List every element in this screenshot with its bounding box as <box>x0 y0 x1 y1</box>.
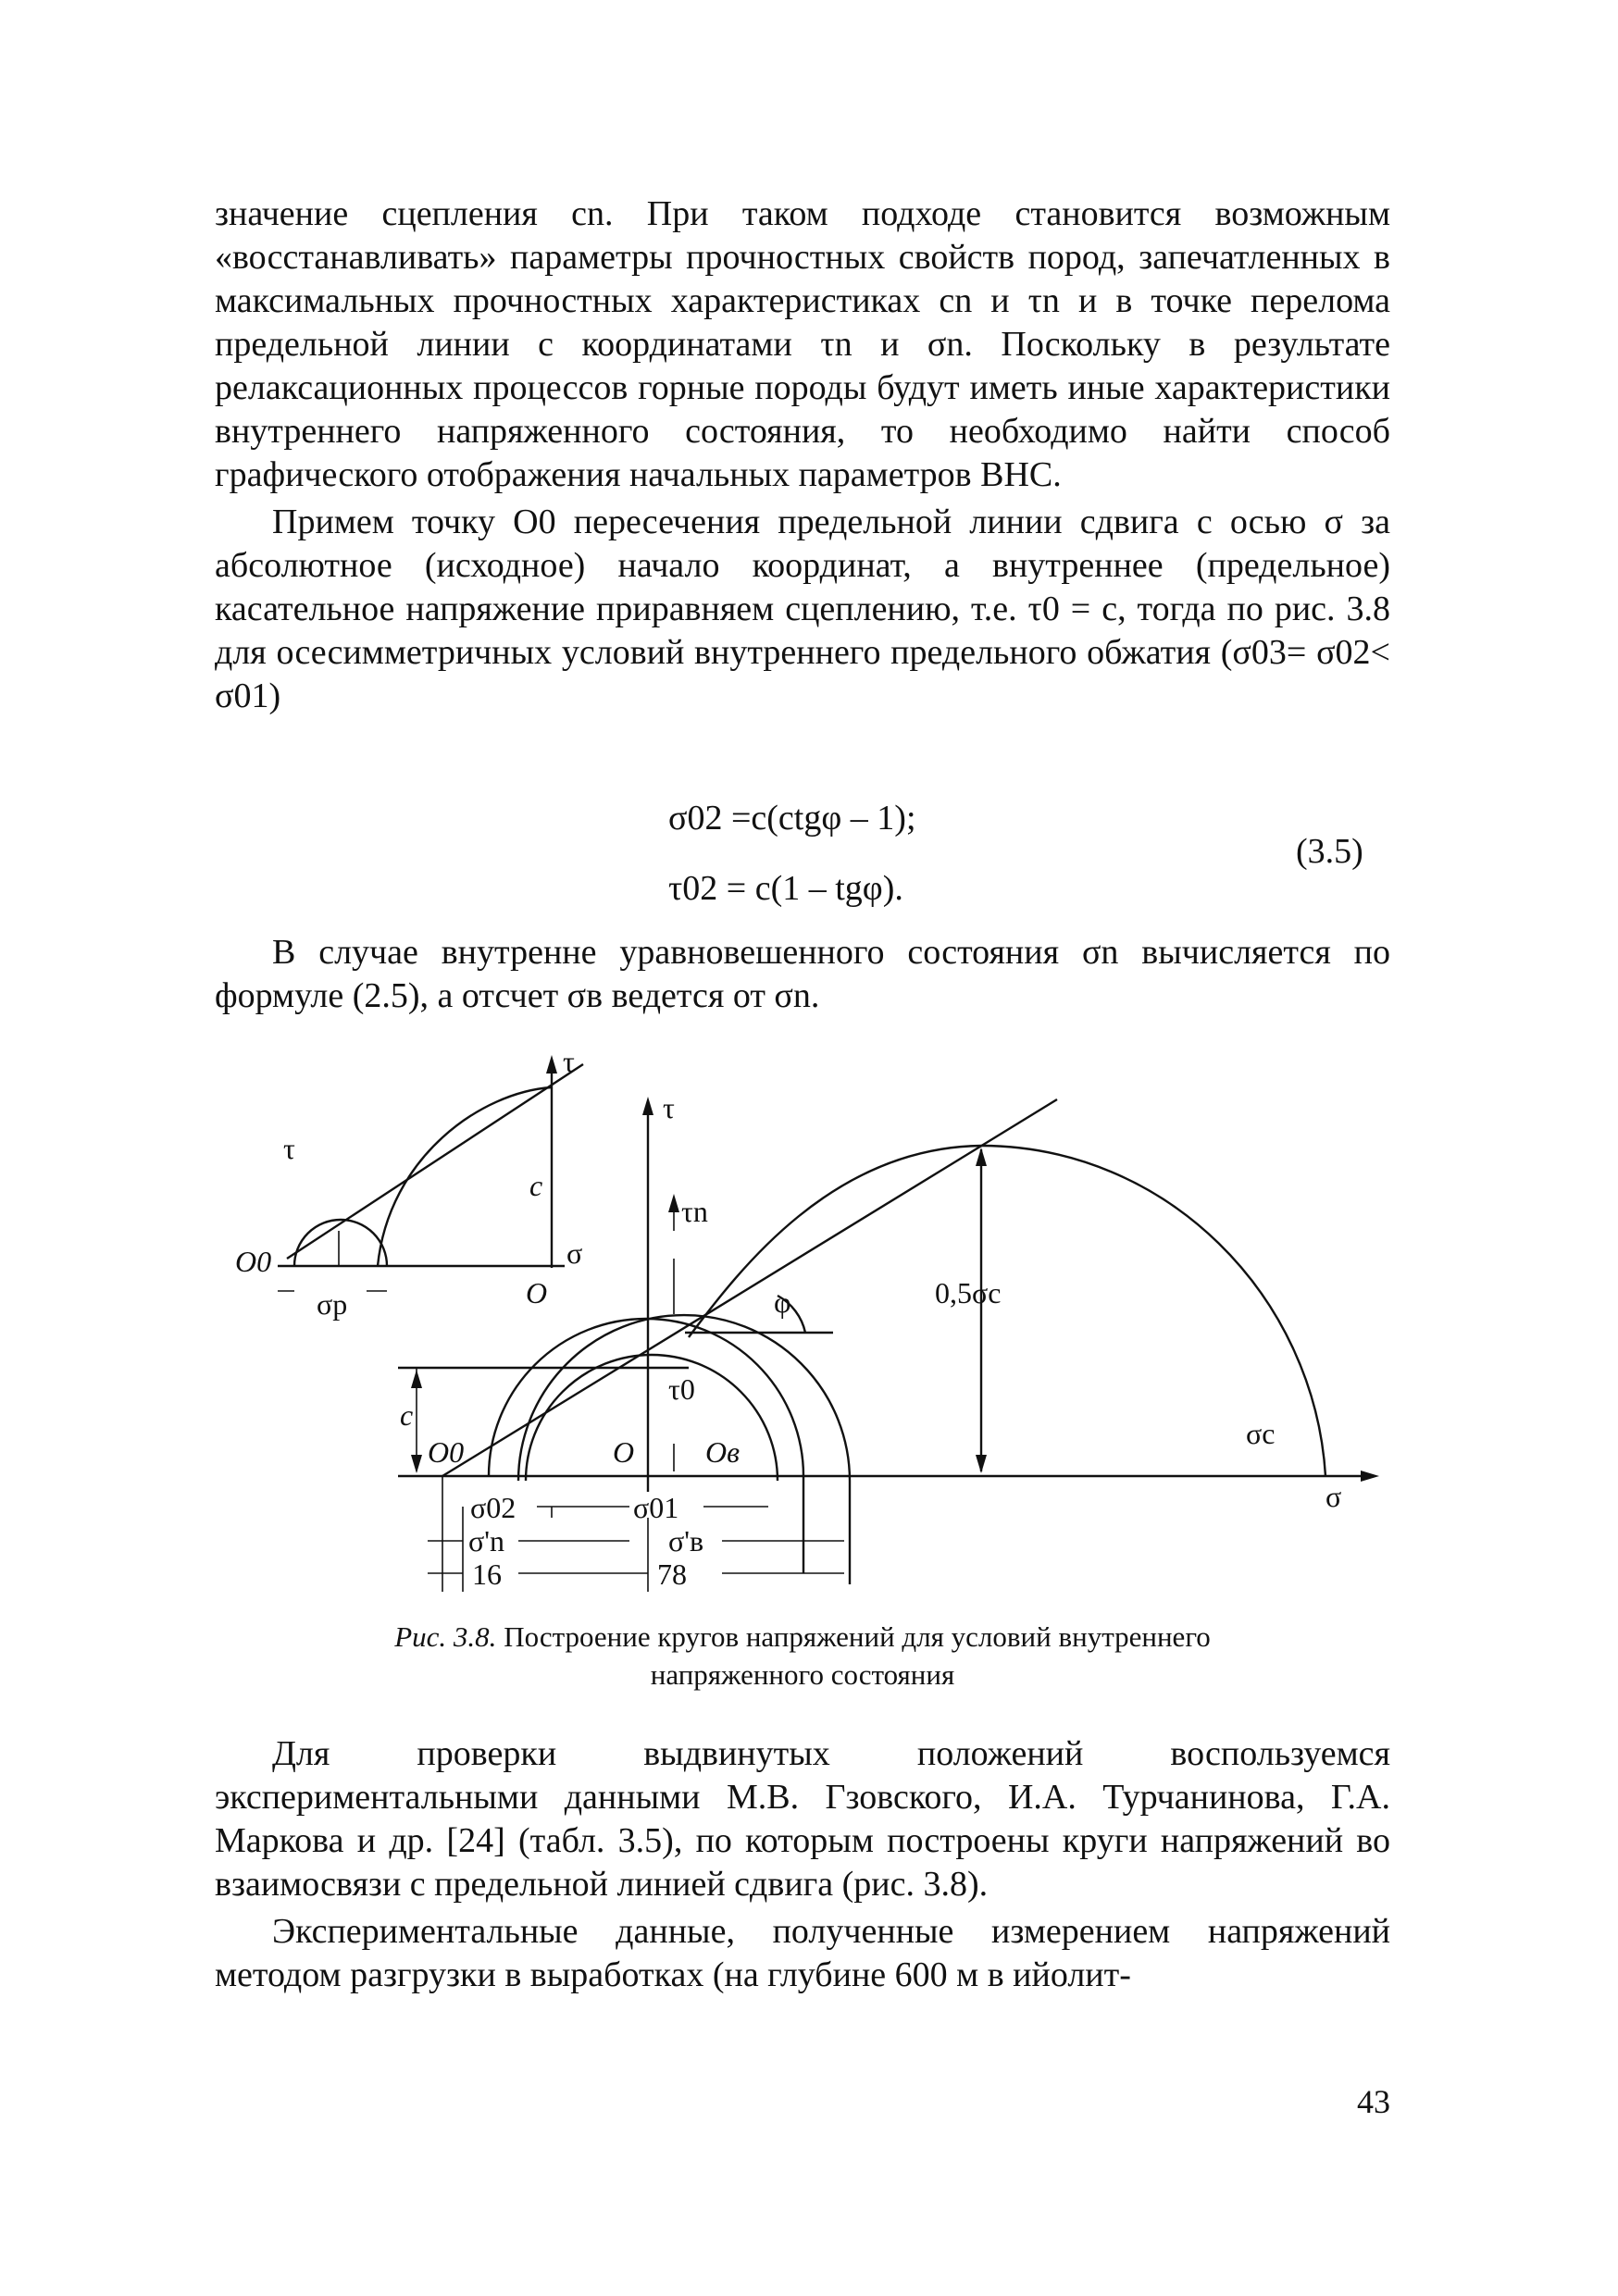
equation-number: (3.5) <box>1296 832 1363 871</box>
caption-line-2: напряженного состояния <box>650 1658 955 1691</box>
caption-text-1: Построение кругов напряжений для условий внутреннего <box>504 1620 1211 1653</box>
label-tau-n: τn <box>681 1195 708 1228</box>
paragraph-3: В случае внутренне уравновешенного состояния σn вычисляется по формуле (2.5), а отсчет σв ведется от σn. <box>215 933 1390 1015</box>
label-dim-78: 78 <box>657 1558 687 1591</box>
paragraph-1: значение сцепления cn. При таком подходе становится возможным «восстанавливать» параметры прочностных свойств пород, запечатленных в максимальных прочностных характеристиках cn и τn и в точке перелома предельной линии с координатами τn и σn. Поскольку в результате релаксационных процессов горные породы будут иметь иные характеристики внутреннего напряженного состояния, то необходимо найти способ графического отображения начальных параметров ВНС. <box>215 194 1390 494</box>
small-circle-sigma-p <box>294 1220 387 1266</box>
label-O-small: O <box>526 1276 548 1309</box>
page-number: 43 <box>1357 2083 1390 2120</box>
label-tau-main: τ <box>663 1091 675 1124</box>
label-sigma-small: σ <box>566 1236 583 1270</box>
paragraph-5: Экспериментальные данные, полученные измерением напряжений методом разгрузки в выработках (на глубине 600 м в ийолит- <box>215 1912 1390 1994</box>
label-dim-16: 16 <box>472 1558 502 1591</box>
label-tau0: τ0 <box>668 1372 695 1406</box>
label-sigma-p: σр <box>317 1287 348 1321</box>
small-limit-line <box>287 1064 583 1259</box>
label-sigma-prime-n: σ'n <box>468 1524 505 1558</box>
label-c-main: c <box>400 1398 414 1432</box>
label-sigma-c: σс <box>1246 1417 1276 1450</box>
circle-sigma01 <box>489 1319 803 1573</box>
caption-line-1 <box>215 1618 1390 1656</box>
label-O-main: O <box>613 1435 635 1469</box>
equation-line-2: τ02 = c(1 – tgφ). <box>668 869 903 908</box>
caption-label: Рис. 3.8. <box>394 1620 497 1653</box>
label-sigma01: σ01 <box>633 1491 679 1524</box>
label-half-sigma-c: 0,5σс <box>935 1276 1002 1309</box>
equation-line-1: σ02 =c(ctgφ – 1); <box>668 799 916 838</box>
small-arc <box>378 1087 552 1266</box>
label-tau-small-top: τ <box>563 1045 575 1078</box>
label-c-small: c <box>529 1169 543 1202</box>
label-O-v: Oв <box>705 1435 740 1469</box>
label-sigma-prime-v: σ'в <box>668 1524 704 1558</box>
circle-inner <box>526 1355 778 1481</box>
label-sigma-axis: σ <box>1326 1480 1342 1513</box>
label-sigma02: σ02 <box>470 1491 517 1524</box>
label-O0-main: O0 <box>428 1435 465 1469</box>
text-block-bottom <box>215 1732 1390 1997</box>
paragraph-4: Для проверки выдвинутых положений воспользуемся экспериментальными данными М.В. Гзовского, И.А. Турчанинова, Г.А. Маркова и др. [24] (табл. 3.5), по которым построены круги напряжений во взаимосвязи с предельной линией сдвига (рис. 3.8). <box>215 1734 1390 1904</box>
label-tau-small-left: τ <box>283 1132 295 1165</box>
label-O0-small: O0 <box>235 1245 272 1278</box>
label-phi: φ <box>774 1285 791 1319</box>
figure-caption <box>215 1618 1390 1694</box>
paragraph-2: Примем точку O0 пересечения предельной линии сдвига с осью σ за абсолютное (исходное) начало координат, а внутреннее (предельное) касательное напряжение приравняем сцеплению, т.е. τ0 = c, тогда по рис. 3.8 для осесимметричных условий внутреннего предельного обжатия (σ03= σ02< σ01) <box>215 503 1390 715</box>
